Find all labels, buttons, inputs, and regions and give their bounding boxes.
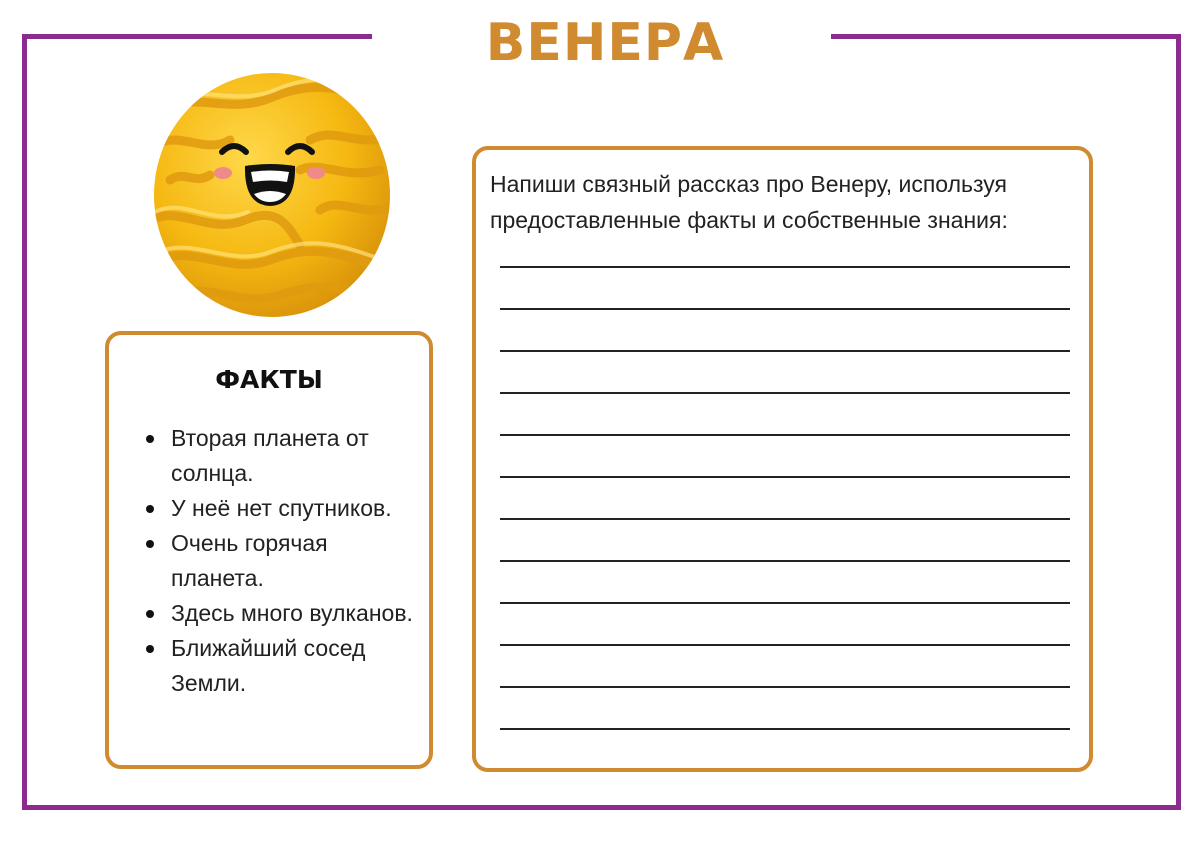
list-item [145,596,415,631]
bullet-icon [146,540,154,548]
frame-left [22,34,27,810]
bullet-icon [146,505,154,513]
writing-line[interactable] [500,392,1070,394]
facts-list [145,421,415,701]
bullet-icon [146,435,154,443]
page-title: ВЕНЕРА [485,13,725,73]
fact-text: У неё нет спутников. [171,495,392,521]
list-item [145,491,415,526]
bullet-icon [146,610,154,618]
frame-right [1176,34,1181,810]
writing-line[interactable] [500,350,1070,352]
writing-line[interactable] [500,560,1070,562]
writing-line[interactable] [500,434,1070,436]
frame-bottom [22,805,1181,810]
story-prompt: Напиши связный рассказ про Венеру, используя предоставленные факты и собственные знания: [490,171,1008,233]
facts-heading: ФАКТЫ [215,365,323,394]
frame-top-right [831,34,1181,39]
list-item [145,421,415,491]
venus-cartoon-icon [150,70,395,320]
writing-line[interactable] [500,266,1070,268]
fact-text: Ближайший сосед Земли. [171,635,366,696]
writing-line[interactable] [500,644,1070,646]
facts-box [105,331,433,769]
list-item [145,526,415,596]
story-box [472,146,1093,772]
fact-text: Здесь много вулканов. [171,600,413,626]
bullet-icon [146,645,154,653]
fact-text: Очень горячая планета. [171,530,328,591]
fact-text: Вторая планета от солнца. [171,425,369,486]
frame-top-left [22,34,372,39]
writing-line[interactable] [500,728,1070,730]
writing-line[interactable] [500,518,1070,520]
writing-line[interactable] [500,476,1070,478]
writing-line[interactable] [500,308,1070,310]
writing-line[interactable] [500,686,1070,688]
list-item [145,631,415,701]
writing-line[interactable] [500,602,1070,604]
